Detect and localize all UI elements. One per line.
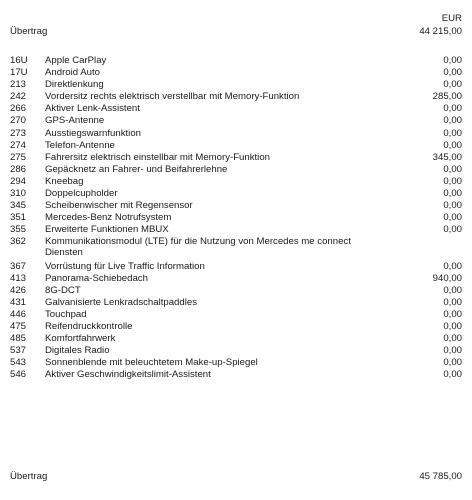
option-description-line: Aktiver Geschwindigkeitslimit-Assistent [45, 369, 211, 381]
option-price: 0,00 [443, 345, 462, 357]
option-description-line: Digitales Radio [45, 345, 110, 357]
option-description [45, 224, 392, 235]
option-row [10, 200, 462, 212]
option-description [45, 128, 392, 139]
option-code: 345 [10, 200, 27, 212]
option-row [10, 188, 462, 200]
option-price: 0,00 [443, 115, 462, 127]
option-price: 0,00 [443, 308, 462, 320]
option-code: 273 [10, 127, 27, 139]
option-price: 0,00 [443, 212, 462, 224]
option-price: 0,00 [443, 200, 462, 212]
option-description-line: Reifendruckkontrolle [45, 321, 133, 333]
option-code: 310 [10, 188, 27, 200]
option-description-line: Doppelcupholder [45, 188, 118, 200]
option-row [10, 91, 462, 103]
option-description-line: Direktlenkung [45, 79, 104, 91]
option-description-line: Telefon-Antenne [45, 139, 115, 151]
option-row [10, 236, 462, 260]
option-code: 270 [10, 115, 27, 127]
option-code: 426 [10, 284, 27, 296]
carry-forward-label: Übertrag [10, 471, 48, 482]
option-code: 485 [10, 333, 27, 345]
option-description [45, 236, 392, 258]
option-code: 16U [10, 55, 28, 66]
option-row [10, 224, 462, 236]
option-code: 275 [10, 151, 27, 163]
option-price: 285,00 [432, 91, 462, 103]
option-description-line: 8G-DCT [45, 284, 81, 296]
option-description [45, 188, 392, 199]
option-description [45, 115, 392, 126]
option-price: 0,00 [443, 67, 462, 79]
option-description-line: Gepäcknetz an Fahrer- und Beifahrerlehne [45, 163, 228, 175]
option-description [45, 321, 392, 332]
option-code: 413 [10, 272, 27, 284]
option-row [10, 273, 462, 285]
option-code: 355 [10, 224, 27, 236]
option-row [10, 67, 462, 79]
option-price: 0,00 [443, 284, 462, 296]
carry-forward-label: Übertrag [10, 26, 48, 37]
option-code: 546 [10, 369, 27, 381]
option-description-line: Fahrersitz elektrisch einstellbar mit Memory-Funktion [45, 151, 270, 163]
option-list [10, 55, 462, 382]
option-price: 0,00 [443, 188, 462, 200]
option-description [45, 297, 392, 308]
option-row [10, 55, 462, 67]
option-code: 543 [10, 357, 27, 369]
option-description-line: Kneebag [45, 175, 84, 187]
option-row [10, 261, 462, 273]
option-description [45, 200, 392, 211]
option-description [45, 357, 392, 368]
option-description [45, 176, 392, 187]
option-price: 345,00 [432, 151, 462, 163]
option-description-line: Erweiterte Funktionen MBUX [45, 224, 169, 236]
option-row [10, 115, 462, 127]
option-description-line: Android Auto [45, 67, 100, 79]
option-code: 242 [10, 91, 27, 103]
option-description-line: Galvanisierte Lenkradschaltpaddles [45, 296, 197, 308]
option-price: 0,00 [443, 224, 462, 236]
option-code: 446 [10, 308, 27, 320]
option-code: 362 [10, 236, 27, 248]
option-code: 17U [10, 67, 28, 79]
option-row [10, 140, 462, 152]
option-description-line: Scheibenwischer mit Regensensor [45, 200, 193, 212]
currency-header: EUR [441, 13, 462, 24]
option-row [10, 333, 462, 345]
option-price: 0,00 [443, 260, 462, 272]
option-price: 0,00 [443, 55, 462, 66]
option-description-line: Apple CarPlay [45, 55, 107, 66]
option-description [45, 164, 392, 175]
option-code: 286 [10, 163, 27, 175]
option-row [10, 345, 462, 357]
option-description-line: Sonnenblende mit beleuchtetem Make-up-Spiegel [45, 357, 258, 369]
option-description [45, 261, 392, 272]
option-price: 0,00 [443, 321, 462, 333]
option-row [10, 321, 462, 333]
option-price: 0,00 [443, 369, 462, 381]
carry-forward-amount: 45 785,00 [419, 471, 462, 482]
option-row [10, 176, 462, 188]
option-code: 213 [10, 79, 27, 91]
option-description [45, 140, 392, 151]
option-description [45, 273, 392, 284]
option-code: 351 [10, 212, 27, 224]
option-price: 940,00 [432, 272, 462, 284]
option-description-line: Vordersitz rechts elektrisch verstellbar mit Memory-Funktion [45, 91, 300, 103]
option-price: 0,00 [443, 103, 462, 115]
option-description-line: Diensten [45, 247, 83, 259]
option-description [45, 285, 392, 296]
carry-forward-amount: 44 215,00 [419, 26, 462, 37]
carry-forward-bottom [10, 471, 462, 482]
option-description [45, 309, 392, 320]
option-description-line: Komfortfahrwerk [45, 333, 116, 345]
option-price: 0,00 [443, 127, 462, 139]
option-code: 367 [10, 260, 27, 272]
option-description [45, 369, 392, 380]
option-code: 294 [10, 175, 27, 187]
option-description-line: Mercedes-Benz Notrufsystem [45, 212, 172, 224]
option-description [45, 152, 392, 163]
option-price: 0,00 [443, 175, 462, 187]
option-description [45, 67, 392, 78]
option-row [10, 164, 462, 176]
option-row [10, 79, 462, 91]
option-price: 0,00 [443, 357, 462, 369]
option-row [10, 285, 462, 297]
option-row [10, 309, 462, 321]
option-description-line: Kommunikationsmodul (LTE) für die Nutzung von Mercedes me connect [45, 236, 351, 248]
option-description-line: GPS-Antenne [45, 115, 105, 127]
option-description-line: Touchpad [45, 308, 87, 320]
option-description [45, 55, 392, 66]
option-row [10, 212, 462, 224]
option-row [10, 297, 462, 309]
option-row [10, 152, 462, 164]
carry-forward-top [10, 26, 462, 37]
option-description [45, 91, 392, 102]
option-code: 266 [10, 103, 27, 115]
option-description [45, 79, 392, 90]
option-description-line: Ausstiegswarnfunktion [45, 127, 141, 139]
option-description [45, 345, 392, 356]
option-description [45, 212, 392, 223]
option-description-line: Panorama-Schiebedach [45, 272, 148, 284]
option-row [10, 369, 462, 381]
option-price: 0,00 [443, 333, 462, 345]
option-code: 431 [10, 296, 27, 308]
option-row [10, 128, 462, 140]
option-price: 0,00 [443, 163, 462, 175]
option-price: 0,00 [443, 139, 462, 151]
option-code: 475 [10, 321, 27, 333]
option-description-line: Aktiver Lenk-Assistent [45, 103, 140, 115]
option-description [45, 333, 392, 344]
option-price: 0,00 [443, 296, 462, 308]
option-description-line: Vorrüstung für Live Traffic Information [45, 260, 205, 272]
option-code: 537 [10, 345, 27, 357]
option-price: 0,00 [443, 79, 462, 91]
option-code: 274 [10, 139, 27, 151]
option-description [45, 103, 392, 114]
option-row [10, 357, 462, 369]
option-row [10, 103, 462, 115]
